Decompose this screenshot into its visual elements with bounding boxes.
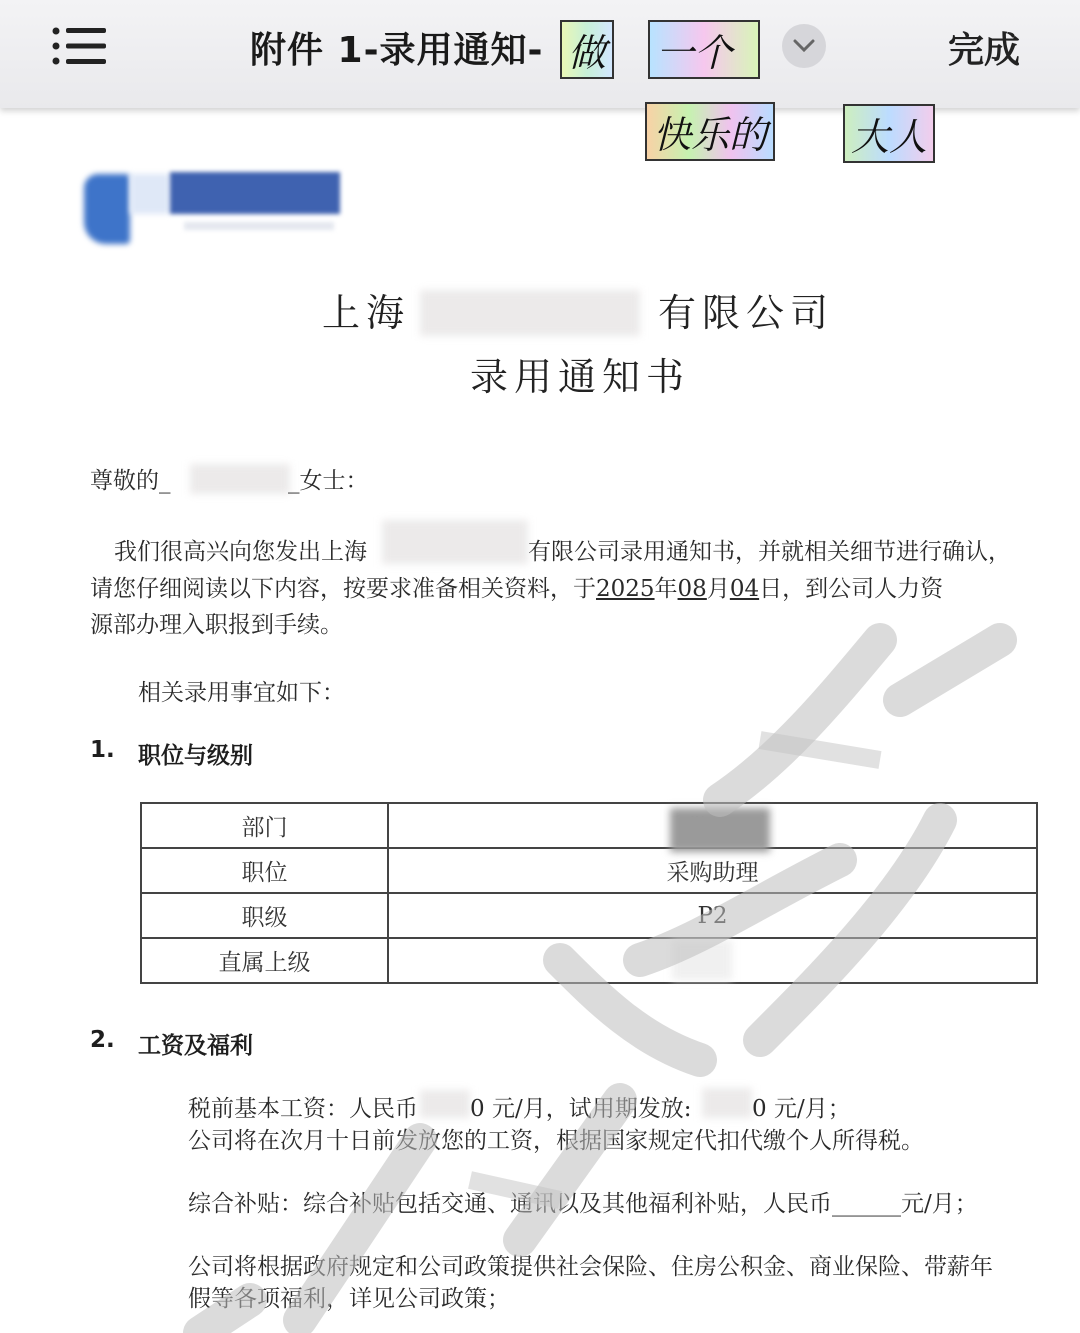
- top-toolbar: [0, 0, 1080, 108]
- menu-icon[interactable]: [52, 26, 108, 66]
- intro-text-part: ，到公司人力资: [782, 576, 944, 602]
- start-year: 2025: [596, 576, 655, 602]
- table-row: [141, 893, 1037, 938]
- allowance-text: 综合补贴：综合补贴包括交通、通讯以及其他福利补贴，人民币______元/月；: [188, 1191, 978, 1217]
- table-cell-key: 职位: [141, 848, 388, 893]
- table-row: [141, 803, 1037, 848]
- intro-text: 有限公司录用通知书，并就相关细节进行确认，: [528, 539, 1011, 565]
- start-day: 04: [729, 576, 760, 602]
- document-heading: 录用通知书: [470, 355, 691, 399]
- table-cell-key: 直属上级: [141, 938, 388, 983]
- salary-text: 公司将在次月十日前发放您的工资，根据国家规定代扣代缴个人所得税。: [188, 1128, 924, 1154]
- lead-text: 相关录用事宜如下：: [138, 680, 345, 706]
- company-name-suffix: 有限公司: [658, 291, 835, 335]
- company-name-prefix: 上海: [322, 291, 411, 335]
- redacted-manager: [672, 940, 732, 980]
- intro-text: 源部办理入职报到手续。: [90, 612, 343, 638]
- intro-text: [90, 570, 943, 603]
- salary-text: 0 元/月，试用期发放:: [470, 1096, 692, 1122]
- table-row: [141, 848, 1037, 893]
- month-unit: 月: [706, 576, 730, 602]
- benefits-text: 公司将根据政府规定和公司政策提供社会保险、住房公积金、商业保险、带薪年: [188, 1254, 993, 1280]
- table-cell-key: 部门: [141, 803, 388, 848]
- table-cell-key: 职级: [141, 893, 388, 938]
- table-cell-value: P2: [388, 893, 1037, 938]
- redacted-salary: [702, 1088, 752, 1118]
- sticker-text: 大人: [843, 104, 935, 163]
- section-title: 职位与级别: [138, 743, 253, 769]
- intro-text: 我们很高兴向您发出上海: [114, 539, 367, 565]
- redacted-company-name: [420, 290, 640, 336]
- redacted-salary: [420, 1090, 470, 1118]
- benefits-text: 假等各项福利，详见公司政策；: [188, 1286, 510, 1312]
- section-number: 2.: [90, 1027, 115, 1053]
- section-title: 工资及福利: [138, 1033, 253, 1059]
- section-number: 1.: [90, 737, 115, 763]
- sticker-text: 一个: [648, 20, 760, 79]
- title-dropdown-button[interactable]: [782, 24, 826, 68]
- sticker-text: 做: [560, 20, 614, 79]
- day-unit: 日: [759, 576, 783, 602]
- greeting-prefix: 尊敬的_: [90, 468, 171, 494]
- salary-text: 0 元/月；: [752, 1096, 851, 1122]
- intro-text-part: 请您仔细阅读以下内容，按要求准备相关资料，于: [90, 576, 596, 602]
- redacted-name: [190, 464, 290, 494]
- company-logo-blurred: [84, 170, 342, 246]
- redacted-department: [670, 808, 770, 852]
- table-cell-value: 采购助理: [388, 848, 1037, 893]
- salary-text: 税前基本工资：人民币: [188, 1096, 418, 1122]
- sticker-text: 快乐的: [645, 102, 775, 161]
- table-row: [141, 938, 1037, 983]
- start-month: 08: [677, 576, 707, 602]
- greeting-suffix: _女士：: [288, 468, 369, 494]
- chevron-down-icon: [793, 39, 815, 53]
- redacted-company-name: [382, 520, 528, 564]
- done-button[interactable]: 完成: [948, 22, 1020, 73]
- year-unit: 年: [654, 576, 678, 602]
- document-title: 附件 1-录用通知-: [250, 30, 544, 71]
- position-table: [140, 802, 1038, 984]
